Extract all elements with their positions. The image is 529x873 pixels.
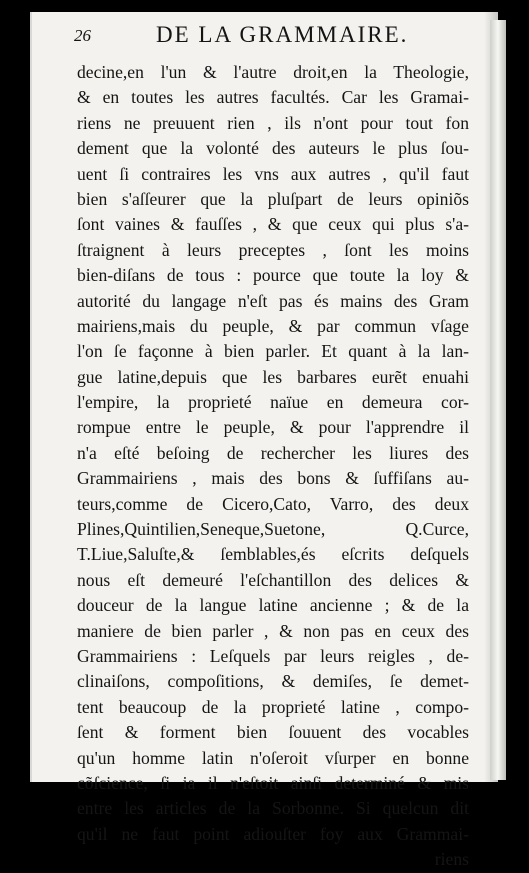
page-header (58, 22, 478, 52)
catchword: riens (434, 849, 469, 870)
text-line: Grammairiens : Leſquels par leurs reigles , de- (77, 645, 469, 666)
text-line: rompue entre le peuple, & pour l'apprendre il (77, 417, 469, 438)
text-line: clinaiſons, compoſitions, & demiſes, ſe demet- (77, 671, 469, 692)
text-line: ſont vaines & fauſſes , & que ceux qui plus s'a- (77, 214, 469, 235)
running-head: DE LA GRAMMAIRE. (156, 22, 409, 47)
text-line: mairiens,mais du peuple, & par commun vſage (77, 315, 469, 336)
text-line: T.Liue,Saluſte,& ſemblables,és eſcrits deſquels (77, 544, 469, 565)
text-line: autorité du langage n'eſt pas és mains des Gram (77, 290, 469, 311)
text-line: n'a eſté beſoing de rechercher les liures des (77, 442, 469, 463)
text-line: decine,en l'un & l'autre droit,en la Theologie, (77, 62, 469, 82)
text-line: & en toutes les autres facultés. Car les Gramai- (77, 87, 469, 108)
text-line: cõſcience, ſi ia il n'eſtoit ainſi determiné & mis (77, 772, 469, 793)
text-line: ſent & forment bien ſouuent des vocables (77, 722, 469, 743)
text-line: Plines,Quintilien,Seneque,Suetone, Q.Curce, (77, 519, 469, 540)
body-text (77, 60, 469, 873)
text-line: entre les articles de la Sorbonne. Si quelcun dit (77, 798, 469, 819)
text-line: bien-diſans de tous : pource que toute la loy & (77, 265, 469, 286)
text-line: bien s'aſſeurer que la pluſpart de leurs opiniõs (77, 188, 469, 209)
text-line: riens ne preuuent rien , ils n'ont pour tout fon (77, 112, 469, 133)
text-line: maniere de bien parler , & non pas en ceux des (77, 620, 469, 641)
text-line: gue latine,depuis que les barbares eurẽt enuahi (77, 366, 469, 387)
text-line: l'empire, la proprieté naïue en demeura cor- (77, 392, 469, 413)
page-number: 26 (74, 26, 91, 45)
text-line: tent beaucoup de la proprieté latine , compo- (77, 696, 469, 717)
text-line: qu'un homme latin n'oſeroit vſurper en bonne (77, 747, 469, 768)
text-line: Grammairiens , mais des bons & ſuffiſans au- (77, 468, 469, 489)
text-line: teurs,comme de Cicero,Cato, Varro, des deux (77, 493, 469, 514)
text-line: l'on ſe façonne à bien parler. Et quant à la lan- (77, 341, 469, 362)
text-line: dement que la volonté des auteurs le plus ſou- (77, 138, 469, 159)
text-line: uent ſi contraires les vns aux autres , qu'il faut (77, 163, 469, 184)
text-line: ſtraignent à leurs preceptes , ſont les moins (77, 239, 469, 260)
text-line: douceur de la langue latine ancienne ; & de la (77, 595, 469, 616)
text-line: nous eſt demeuré l'eſchantillon des delices & (77, 569, 469, 590)
text-line: qu'il ne faut point adiouſter foy aux Grammai- (77, 823, 469, 844)
page-edge (490, 20, 506, 780)
